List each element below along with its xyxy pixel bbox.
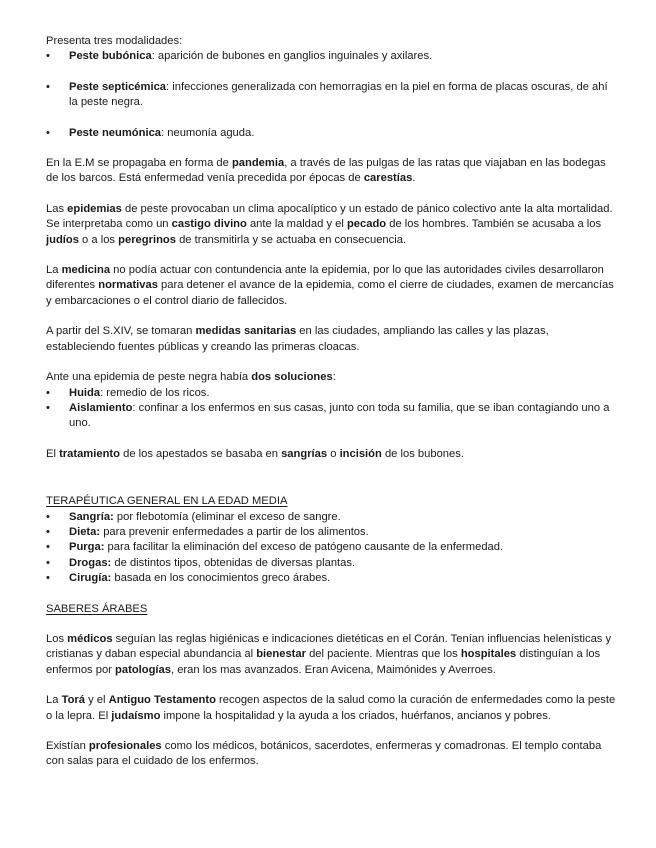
section-heading-terapeutica: TERAPÉUTICA GENERAL EN LA EDAD MEDIA [46, 495, 288, 508]
paragraph-epidemias: Las epidemias de peste provocaban un clima apocalíptico y un estado de pánico colectivo ante la alta mortalidad. Se interpretaba como un castigo divino ante la maldad y el pecado de los hombres. También se acusaba a los judíos o a los peregrinos de transmitirla y se actuaba en consecuencia. [46, 202, 613, 246]
list-item [46, 556, 616, 571]
list-item [46, 571, 616, 586]
list-item-term: Dieta: [69, 525, 101, 538]
list-item [46, 49, 616, 64]
list-item-text: : neumonía aguda. [161, 126, 255, 139]
list-item-text: : confinar a los enfermos en sus casas, junto con toda su familia, que se iban contagiando uno a uno. [69, 401, 610, 430]
list-item [46, 525, 616, 540]
list-item [46, 126, 616, 141]
list-item-term: Cirugía: [69, 572, 112, 585]
list-item-text: para facilitar la eliminación del exceso de patógeno causante de la enfermedad. [104, 541, 504, 554]
list-item-term: Aislamiento [69, 401, 133, 414]
list-item-term: Peste neumónica [69, 126, 162, 139]
list-item [46, 540, 616, 555]
section-heading-saberes-arabes: SABERES ÁRABES [46, 602, 148, 615]
paragraph-medicos: Los médicos seguían las reglas higiénicas e indicaciones dietéticas en el Corán. Tenían influencias helenísticas y cristianas y daban especial abundancia al bienestar del paciente. Mientras que los hospitales distinguían a los enfermos por patologías, eran los mas avanzados. Eran Avicena, Maimónides y Averroes. [46, 632, 612, 676]
intro-paragraph: Presenta tres modalidades: [46, 35, 183, 47]
paragraph-medicina: La medicina no podía actuar con contundencia ante la epidemia, por lo que las autoridades civiles desarrollaron diferentes normativas para detener el avance de la epidemia, como el cierre de ciudades, examen de mercancías y embarcaciones o el control diario de fallecidos. [46, 264, 614, 307]
list-item-text: basada en los conocimientos greco árabes. [111, 572, 331, 585]
list-item-term: Drogas: [69, 556, 112, 569]
list-item-text: : infecciones generalizada con hemorragias en la piel en forma de placas oscuras, de ahí la peste negra. [69, 80, 608, 109]
list-item-term: Peste septicémica [69, 80, 167, 93]
paragraph-pandemia: En la E.M se propagaba en forma de pandemia, a través de las pulgas de las ratas que viajaban en las bodegas de los barcos. Está enfermedad venía precedida por épocas de carestías. [46, 157, 606, 185]
soluciones-list [46, 386, 616, 432]
list-item [46, 80, 616, 111]
list-item-term: Peste bubónica [69, 50, 152, 63]
list-item-term: Huida [69, 386, 101, 399]
paragraph-profesionales: Existían profesionales como los médicos, botánicos, sacerdotes, enfermeras y comadronas. El templo contaba con salas para el cuidado de los enfermos. [46, 740, 602, 768]
list-item-term: Sangría: [69, 510, 114, 523]
paragraph-soluciones: Ante una epidemia de peste negra había dos soluciones: [46, 371, 336, 384]
list-item-text: : remedio de los ricos. [100, 386, 210, 399]
list-item-text: por flebotomía (eliminar el exceso de sangre. [113, 510, 341, 523]
paragraph-tratamiento: El tratamiento de los apestados se basaba en sangrías o incisión de los bubones. [46, 447, 464, 460]
list-item [46, 510, 616, 525]
paragraph-medidas: A partir del S.XIV, se tomaran medidas sanitarias en las ciudades, ampliando las calles y las plazas, estableciendo fuentes públicas y creando las primeras cloacas. [46, 325, 549, 353]
modalidades-list [46, 49, 616, 141]
list-item-text: : aparición de bubones en ganglios inguinales y axilares. [151, 50, 433, 63]
list-item-text: de distintos tipos, obtenidas de diversas plantas. [111, 556, 356, 569]
terapeutica-list [46, 510, 616, 587]
list-item [46, 386, 616, 401]
list-item [46, 401, 616, 432]
paragraph-tora: La Torá y el Antiguo Testamento recogen aspectos de la salud como la curación de enfermedades como la peste o la lepra. El judaísmo impone la hospitalidad y la ayuda a los criados, huérfanos, ancianos y pobres. [46, 694, 616, 722]
list-item-text: para prevenir enfermedades a partir de los alimentos. [100, 525, 369, 538]
list-item-term: Purga: [69, 541, 105, 554]
